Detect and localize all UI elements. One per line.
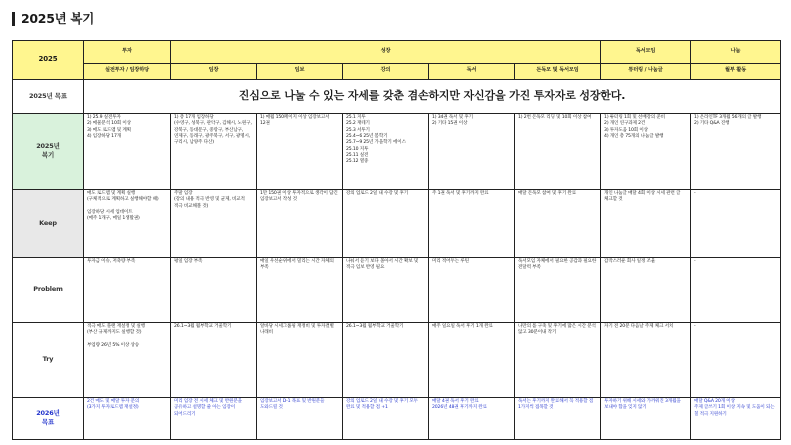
try-row	[13, 322, 781, 397]
cell-text: 임장보고서 D-1 목표 및 반원분들 도와드릴 것	[260, 399, 325, 411]
cell-text: 나만의 틀 구축 및 후기에 많은 시간 분석 않고 30분이내 작기	[518, 324, 596, 336]
table-cell	[171, 257, 257, 322]
page-title: 2025년 복기	[21, 11, 94, 26]
cell-text: 자기 전 20분 다음날 주제 체크 서치	[604, 324, 674, 330]
table-cell	[343, 113, 429, 189]
table-cell	[601, 257, 691, 322]
table-cell	[601, 189, 691, 257]
table-cell	[84, 257, 171, 322]
cell-text: 매달 4권 독서 후기 완료 2026년 48권 후기까지 완료	[432, 399, 487, 411]
keep-row	[13, 189, 781, 257]
table-cell	[257, 189, 343, 257]
cell-text: 1) 총 17개 임장하당 (수영구, 성북구, 관악구, 김해시, 노원구, 강북구, 동대문구, 중랑구, 부산남구, 연제구, 동래구, 광주북구, 서구, 광명시, 구리시, 남양주 다산)	[174, 115, 252, 146]
column-header: 실전투자 / 임장하당	[84, 63, 171, 79]
title-accent-bar	[12, 12, 15, 26]
table-cell	[515, 257, 601, 322]
table-cell	[343, 257, 429, 322]
cell-text: 독서는 후기까지 완료해서 꼭 적용할 점 1가지씩 접목할 것	[518, 399, 594, 411]
table-cell	[84, 322, 171, 397]
row-label: Keep	[13, 189, 84, 257]
review-row	[13, 113, 781, 189]
cell-text: -	[694, 191, 696, 197]
table-cell	[429, 113, 515, 189]
cell-text: 1) 매월 150페이지 이상 임장보고서 12권	[260, 115, 330, 127]
goal-2025-statement: 진심으로 나눌 수 있는 자세를 갖춘 겸손하지만 자신감을 가진 투자자로 성장한다.	[84, 79, 781, 113]
table-cell	[691, 189, 781, 257]
table-cell	[691, 322, 781, 397]
row-label: Problem	[13, 257, 84, 322]
cell-text: 매도 로드맵 및 계획 실행 (구체적으로 계획하고 실행해야할 때) 임장하당 시세 업데이트 (매주 1개구, 매일 1생활권)	[87, 191, 159, 222]
table-cell	[84, 189, 171, 257]
cell-text: 주 1권 독서 및 후기까지 완료	[432, 191, 489, 197]
cell-text: 갑작스러운 회사 일정 조율	[604, 259, 656, 265]
table-cell	[171, 322, 257, 397]
table-cell	[257, 257, 343, 322]
table-cell	[515, 397, 601, 439]
table-cell	[691, 397, 781, 439]
table-cell	[84, 113, 171, 189]
cell-text: 독서모임 자체에서 필요한 공감과 필요한 전달력 부족	[518, 259, 597, 271]
table-cell	[515, 322, 601, 397]
row-label: 2025년 복기	[13, 113, 84, 189]
cell-text: 매일 우선순위에서 밀리는 시간 자체의 부족	[260, 259, 334, 271]
table-cell	[257, 397, 343, 439]
table-cell	[691, 257, 781, 322]
cell-text: -	[694, 259, 696, 265]
table-cell	[429, 397, 515, 439]
column-header: 튜터링 / 나눔글	[601, 63, 691, 79]
cell-text: 1) 34권 독서 및 후기 2) 기타 15권 이상	[432, 115, 473, 127]
header-group-invest: 투자	[84, 41, 171, 64]
column-header: 돈독모 및 독서모임	[515, 63, 601, 79]
cell-text: 투자금 이슈, 저축량 부족	[87, 259, 136, 265]
cell-text: 투자하기 위해 시세와 가까워진 3개월을 보내야 함을 잊지 않기	[604, 399, 681, 411]
cell-text: 1) 온라인TF 3개월 56개의 글 발행 2) 기타 Q&A 진행	[694, 115, 762, 127]
cell-text: 2건 매도 및 매달 투자 문의 (3가지 투자로드맵 재설정)	[87, 399, 140, 411]
cell-text: 미리 적어두는 루틴	[432, 259, 469, 265]
cell-text: 26.1~3월 월부학교 거울학기	[174, 324, 232, 330]
table-cell	[257, 113, 343, 189]
header-group-growth: 성장	[171, 41, 601, 64]
table-cell	[429, 257, 515, 322]
table-cell	[601, 113, 691, 189]
header-group-row	[13, 41, 781, 64]
cell-text: -	[694, 324, 696, 330]
table-cell	[171, 113, 257, 189]
column-header: 임보	[257, 63, 343, 79]
table-cell	[171, 189, 257, 257]
header-column-row	[13, 63, 781, 79]
row-label: 2026년 목표	[13, 397, 84, 439]
cell-text: 강의 업로드 2일 내 수강 및 후기	[346, 191, 409, 197]
table-cell	[515, 189, 601, 257]
problem-row	[13, 257, 781, 322]
table-cell	[601, 322, 691, 397]
table-cell	[84, 397, 171, 439]
cell-text: 평일 임장 부족	[174, 259, 203, 265]
table-cell	[691, 113, 781, 189]
review-rows	[13, 113, 781, 439]
cell-text: 1) 2번 돈독모 리딩 및 10회 이상 참여	[518, 115, 592, 121]
goal-2026-row	[13, 397, 781, 439]
table-cell	[343, 189, 429, 257]
table-cell	[171, 397, 257, 439]
cell-text: 강의 업로드 2일 내 수강 및 후기 모두 완료 및 적용할 점 +1	[346, 399, 418, 411]
cell-text: 개인 나눔글 매달 4회 이상 시세 관련 글 체크할 것	[604, 191, 681, 203]
cell-text: 나눠서 듣기 보다 몰아서 시간 확보 및 적극 임보 반영 필요	[346, 259, 419, 271]
cell-text: 1) 튜터링 1회 및 선배강의 준비 2) 개인 연구과제 2건 3) 투자도움 10회 이상 4) 개인 총 75개의 나눔글 발행	[604, 115, 665, 139]
table-cell	[429, 189, 515, 257]
column-header: 독서	[429, 63, 515, 79]
cell-text: 25.1 지투 25.2 재테기 25.3 서투기 25.4~6 25년 봄학기 25.7~9 25년 가을학기 에이스 25.10 지투 25.11 실전 25.12 열중	[346, 115, 406, 165]
table-cell	[257, 322, 343, 397]
cell-text: 알바당 시세그룹핑 재정비 및 투자결별 나래비	[260, 324, 334, 336]
column-header: 월부 활동	[691, 63, 781, 79]
table-cell	[601, 397, 691, 439]
header-group-sharing: 나눔	[691, 41, 781, 64]
cell-text: 매달 Q&A 20개 이상 주제 글쓰기 1회 이상 지속 및 도움이 되는 칠 적극 지원하기	[694, 399, 775, 417]
table-cell	[429, 322, 515, 397]
cell-text: 주말 임장 (강의 내용 적극 반영 및 균제, 비교적 적극 비교해볼 것)	[174, 191, 245, 209]
cell-text: 1만 150권 이상 투자적으로 생각이 담긴 임장보고서 작성 것	[260, 191, 338, 203]
header-group-bookclub: 독서모임	[601, 41, 691, 64]
review-table	[12, 40, 781, 440]
cell-text: 매주 일요일 독서 후기 1개 완료	[432, 324, 493, 330]
table-cell	[343, 322, 429, 397]
cell-text: 적극 매도 플랜 재설정 및 실행 (부산 규제까지도 실행할 것) 부업량 26년 5% 이상 상승	[87, 324, 146, 348]
cell-text: 매달 돈독모 참여 및 후기 완료	[518, 191, 577, 197]
row-label: Try	[13, 322, 84, 397]
cell-text: 1) 25.9 실전투자 2) 매물분석 10회 이상 3) 매도 로드맵 및 계획 4) 임장하당 17개	[87, 115, 131, 139]
goal-2025-label: 2025년 목표	[13, 79, 84, 113]
cell-text: 미리 임장 전 시세 체크 및 반원분을 공유하고 설명할 줄 아는 임장이 되어드리기	[174, 399, 242, 417]
table-cell	[343, 397, 429, 439]
header-year: 2025	[13, 41, 84, 80]
goal-2025-row	[13, 79, 781, 113]
table-cell	[515, 113, 601, 189]
cell-text: 26.1~3월 월부학교 거울학기	[346, 324, 404, 330]
column-header: 임장	[171, 63, 257, 79]
column-header: 강의	[343, 63, 429, 79]
